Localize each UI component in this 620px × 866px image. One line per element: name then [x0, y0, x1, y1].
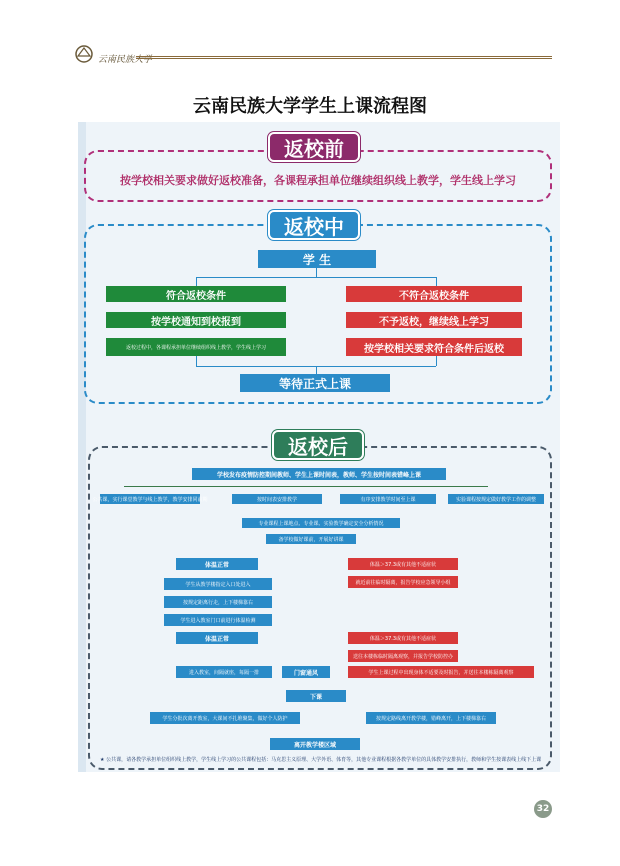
ventilate-box: 门窗通风: [282, 666, 330, 678]
header-rule: [136, 56, 552, 59]
wait-box: 等待正式上课: [240, 374, 390, 392]
normal-temp-box: 体温正常: [176, 632, 258, 644]
connector: [124, 486, 488, 487]
seating-box: 进入教室，间隔就座，每隔一排: [176, 666, 272, 678]
connector: [196, 277, 197, 286]
continue-online-box: 返校过程中，各课程承担单位继续组织线上教学，学生线上学习: [106, 338, 286, 356]
university-name: 云南民族大学: [98, 55, 153, 65]
keep-distance-box: 按规定距离行走，上下楼梯靠右: [164, 596, 272, 608]
after-top-box: 学校发布疫情防控期间教师、学生上课时间表，教师、学生按时间表错峰上课: [192, 468, 446, 480]
university-seal-icon: [74, 44, 94, 64]
dismiss-box: 下课: [286, 690, 346, 702]
poster-left-bar: [78, 122, 86, 772]
leave-left-box: 学生分批次离开教室，大课间不扎堆聚集，做好个人防护: [150, 712, 300, 724]
connector: [196, 277, 436, 278]
branch-box: 公共课，实行课堂教学与线上教学，教学安排同前期: [100, 494, 200, 504]
meets-conditions-box: 符合返校条件: [106, 286, 286, 302]
fever-box: 体温＞37.3或有其他不适症状: [348, 632, 458, 644]
class-issue-box: 学生上课过程中出现身体不适要及时报告，并送往本楼栋隔离观察: [348, 666, 534, 678]
check-in-box: 备学校做好课前，开展好讲课: [266, 534, 356, 544]
normal-temp-box: 体温正常: [176, 558, 258, 570]
before-heading: 返校前: [268, 132, 360, 162]
no-return-box: 不予返校，继续线上学习: [346, 312, 522, 328]
not-meets-box: 不符合返校条件: [346, 286, 522, 302]
before-text: 按学校相关要求做好返校准备，各课程承担单位继续组织线上教学，学生线上学习: [120, 174, 516, 187]
leave-area-box: 离开教学楼区域: [270, 738, 360, 750]
branch-box: 实验课程按规定做好教学工作的调整: [448, 494, 544, 504]
page-number: 32: [534, 800, 552, 818]
during-heading: 返校中: [268, 210, 360, 240]
after-heading: 返校后: [272, 430, 364, 460]
fever-action-box: 就近前往临时隔离，报告学校应急领导小组: [348, 576, 458, 588]
student-box: 学 生: [258, 250, 376, 268]
return-later-box: 按学校相关要求符合条件后返校: [346, 338, 522, 356]
branch-box: 有序安排教学时间至上课: [340, 494, 436, 504]
footnote: ★ 公共课，请各教学承担单位组织线上教学，学生线上学习的公共课程包括：马克思主义原理、大学外语、体育等，其他专业课程根据各教学单位的具体教学安排执行，教师和学生按课表线上线下上课: [100, 757, 542, 763]
connector: [436, 277, 437, 286]
enter-room-box: 学生进入教室门口前进行体温检测: [164, 614, 272, 626]
fever-box: 体温＞37.3或有其他不适症状: [348, 558, 458, 570]
branch-box: 按时间表安排教学: [232, 494, 322, 504]
connector: [316, 366, 317, 374]
prepare-box: 专业课程上课地点、专业课、实验教学确定安全分析情况: [242, 518, 400, 528]
connector: [196, 356, 197, 366]
connector: [436, 356, 437, 366]
fever-action-box: 送往本楼栋临时隔离观察，并报告学校防控办: [348, 650, 458, 662]
page-title: 云南民族大学学生上课流程图: [193, 96, 427, 117]
leave-right-box: 按规定路线离开教学楼，错峰离开，上下楼梯靠右: [366, 712, 496, 724]
student-entry-box: 学生从教学楼指定入口处进入: [164, 578, 272, 590]
report-box: 按学校通知到校报到: [106, 312, 286, 328]
connector: [316, 268, 317, 277]
